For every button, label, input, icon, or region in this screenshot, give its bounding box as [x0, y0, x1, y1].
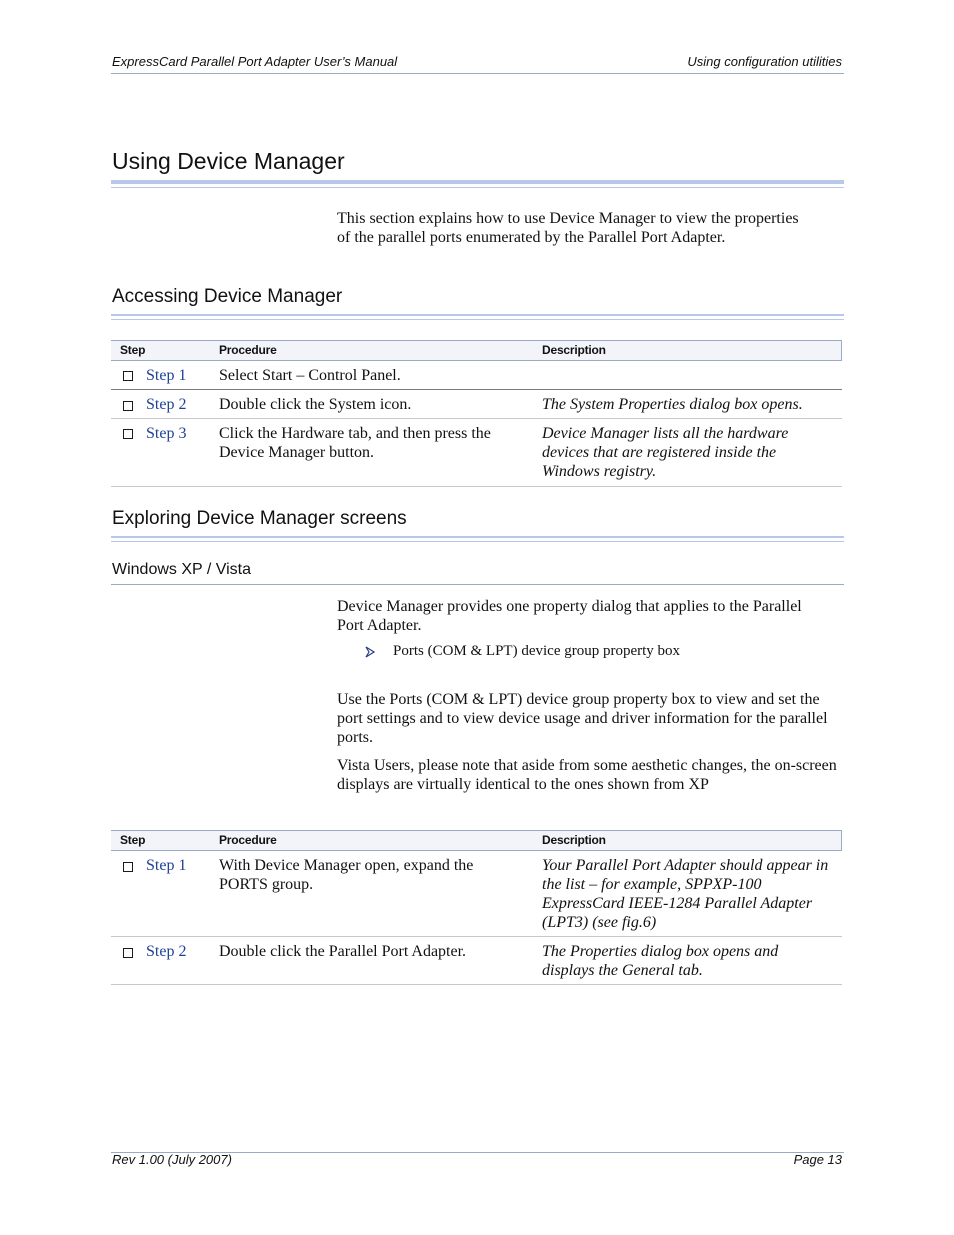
subheading-windows: Windows XP / Vista: [112, 561, 252, 578]
col-procedure: Procedure: [219, 833, 277, 847]
paragraph-property-dialog: Device Manager provides one property dialog that applies to the Parallel Port Adapter.: [337, 598, 802, 634]
step-link[interactable]: Step 2: [146, 396, 187, 413]
col-description: Description: [542, 343, 606, 357]
page-title: Using Device Manager: [112, 148, 345, 174]
arrow-bullet-icon: [365, 645, 375, 657]
paragraph-ports-usage: Use the Ports (COM & LPT) device group property box to view and set the port settings and to view device usage and driver information for the parallel ports.: [337, 691, 828, 746]
checkbox-icon[interactable]: [123, 401, 133, 411]
step-link[interactable]: Step 1: [146, 857, 187, 874]
footer-page-number: Page 13: [793, 1152, 842, 1167]
step-link[interactable]: Step 1: [146, 367, 187, 384]
description-text: The Properties dialog box opens and displays the General tab.: [542, 943, 779, 979]
description-text: The System Properties dialog box opens.: [542, 396, 803, 413]
footer-revision: Rev 1.00 (July 2007): [112, 1152, 232, 1167]
table-row: [111, 390, 842, 419]
table-row: [111, 851, 842, 937]
section1-rule-b: [111, 319, 844, 320]
step-link[interactable]: Step 3: [146, 425, 187, 442]
procedure-text: Double click the System icon.: [219, 396, 412, 413]
col-step: Step: [120, 833, 146, 847]
section2-rule-b: [111, 541, 844, 542]
subheading-rule: [111, 584, 844, 585]
checkbox-icon[interactable]: [123, 371, 133, 381]
step-link[interactable]: Step 2: [146, 943, 187, 960]
col-procedure: Procedure: [219, 343, 277, 357]
exploring-table: [111, 830, 842, 985]
checkbox-icon[interactable]: [123, 948, 133, 958]
table-header: [111, 830, 842, 851]
section-heading-exploring: Exploring Device Manager screens: [112, 508, 407, 529]
procedure-text: Double click the Parallel Port Adapter.: [219, 943, 467, 960]
procedure-text: With Device Manager open, expand the PORTS group.: [219, 857, 474, 893]
checkbox-icon[interactable]: [123, 862, 133, 872]
accessing-table: [111, 340, 842, 487]
description-text: Your Parallel Port Adapter should appear in the list – for example, SPPXP-100 ExpressCard IEEE-1284 Parallel Adapter (LPT3) (see fig.6): [542, 857, 829, 931]
paragraph-vista-note: Vista Users, please note that aside from some aesthetic changes, the on-screen displays are virtually identical to the ones shown from XP: [337, 757, 837, 793]
running-header-title: ExpressCard Parallel Port Adapter User’s Manual: [112, 54, 398, 69]
section1-rule-a: [111, 314, 844, 316]
title-rule-thick: [111, 180, 844, 184]
section2-rule-a: [111, 536, 844, 538]
intro-paragraph: This section explains how to use Device Manager to view the properties of the parallel ports enumerated by the Parallel Port Adapter.: [337, 210, 799, 246]
section-heading-accessing: Accessing Device Manager: [112, 286, 343, 307]
col-description: Description: [542, 833, 606, 847]
description-text: Device Manager lists all the hardware devices that are registered inside the Windows registry.: [542, 425, 789, 480]
running-header-section: Using configuration utilities: [687, 54, 842, 69]
procedure-text: Select Start – Control Panel.: [219, 367, 401, 384]
col-step: Step: [120, 343, 146, 357]
table-row: [111, 937, 842, 985]
table-row: [111, 419, 842, 487]
table-row: [111, 361, 842, 390]
bullet-item: Ports (COM & LPT) device group property box: [393, 643, 681, 659]
table-header: [111, 340, 842, 361]
header-rule: [111, 73, 844, 74]
title-rule-thin: [111, 187, 844, 188]
checkbox-icon[interactable]: [123, 429, 133, 439]
procedure-text: Click the Hardware tab, and then press the Device Manager button.: [219, 425, 491, 461]
